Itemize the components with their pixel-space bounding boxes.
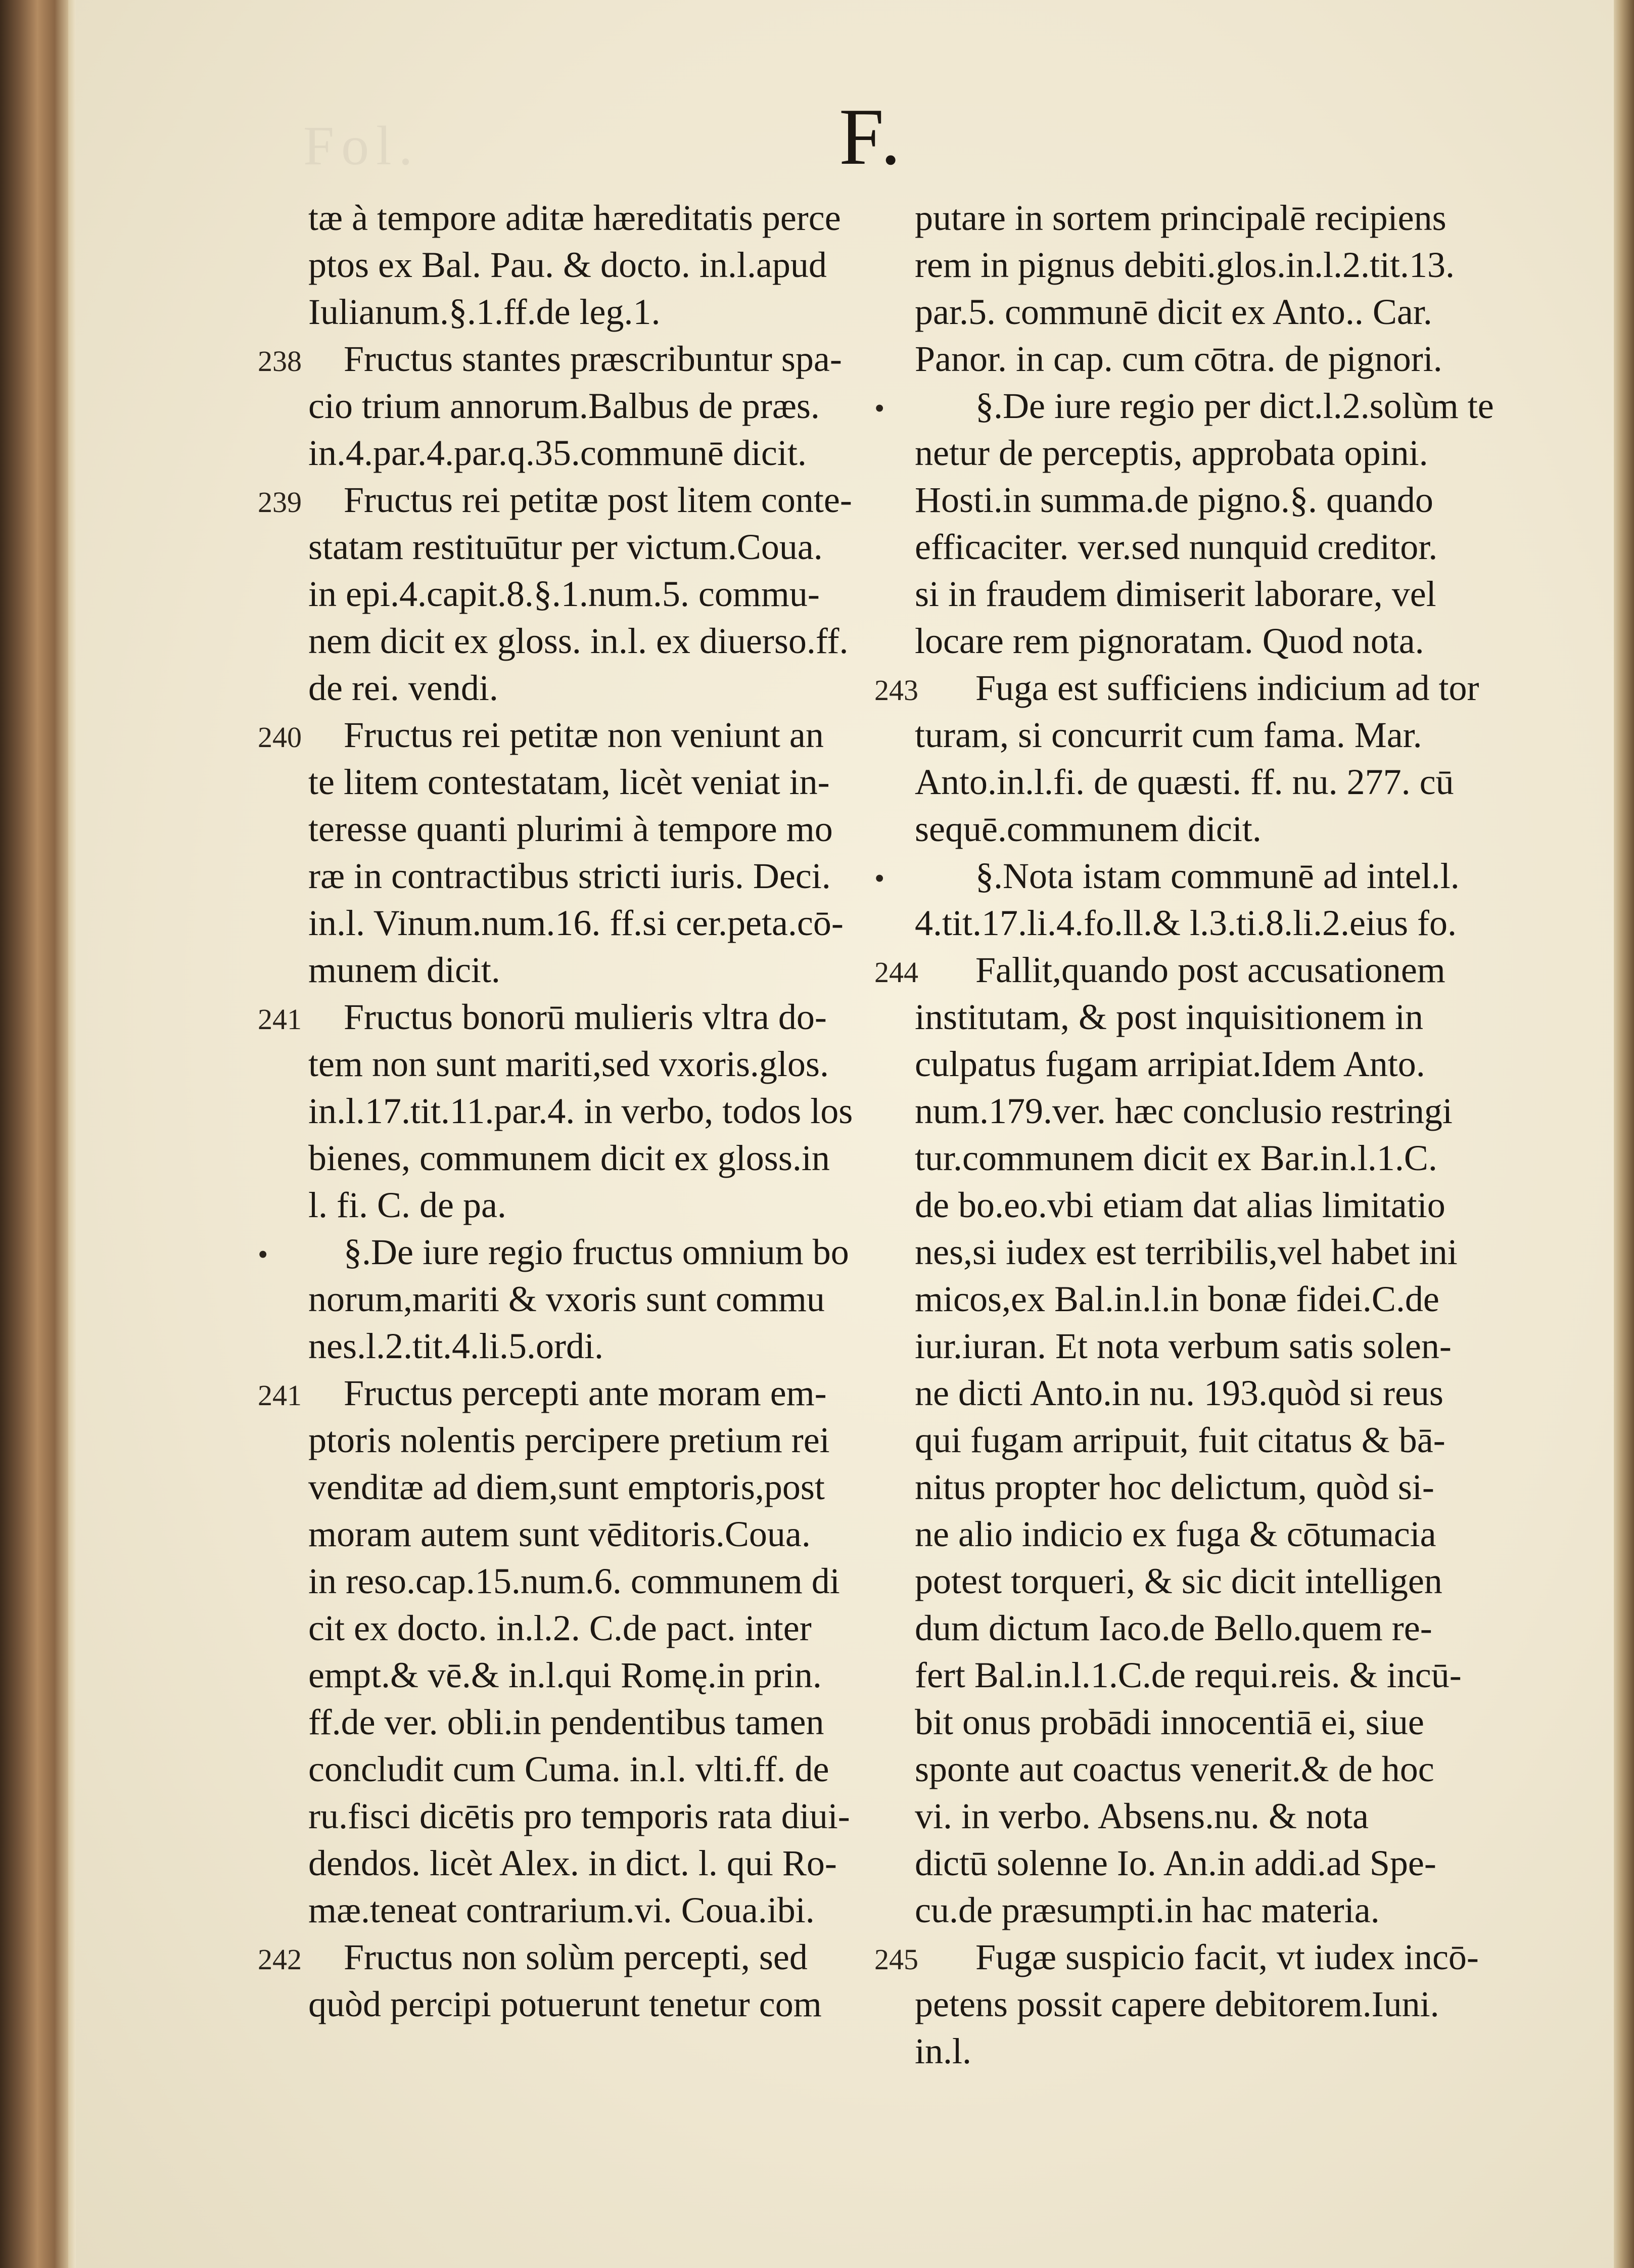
entry-number-marker: 242 — [258, 1943, 302, 1976]
text-line: ne alio indicio ex fuga & cōtumacia — [915, 1514, 1436, 1554]
text-line: de bo.eo.vbi etiam dat alias limitatio — [915, 1185, 1445, 1225]
text-line: in.l. Vinum.num.16. ff.si cer.peta.cō- — [308, 903, 844, 943]
text-line: ff.de ver. obli.in pendentibus tamen — [308, 1702, 824, 1742]
entry-number-marker: 238 — [258, 345, 302, 378]
text-line: teresse quanti plurimi à tempore mo — [308, 809, 833, 849]
text-line: par.5. communē dicit ex Anto.. Car. — [915, 292, 1432, 332]
text-line: Fructus non solùm percepti, sed — [344, 1937, 808, 1977]
text-line: si in fraudem dimiserit laborare, vel — [915, 574, 1436, 614]
text-line: dum dictum Iaco.de Bello.quem re- — [915, 1608, 1432, 1648]
text-line: Fugæ suspicio facit, vt iudex incō- — [975, 1937, 1479, 1977]
text-line: ru.fisci dicētis pro temporis rata diui- — [308, 1796, 850, 1836]
text-line: venditæ ad diem,sunt emptoris,post — [308, 1467, 825, 1507]
text-line: in.l. — [915, 2031, 972, 2071]
text-line: in.l.17.tit.11.par.4. in verbo, todos los — [308, 1091, 853, 1131]
text-line: in epi.4.capit.8.§.1.num.5. commu- — [308, 574, 820, 614]
text-line: nes.l.2.tit.4.li.5.ordi. — [308, 1326, 603, 1366]
text-line: statam restituūtur per victum.Coua. — [308, 527, 823, 567]
text-line: dictū solenne Io. An.in addi.ad Spe- — [915, 1843, 1436, 1883]
show-through-folio: Fol. — [303, 115, 420, 176]
book-spine — [0, 0, 68, 2268]
text-line: Hosti.in summa.de pigno.§. quando — [915, 480, 1433, 520]
text-line: nitus propter hoc delictum, quòd si- — [915, 1467, 1434, 1507]
text-line: cio trium annorum.Balbus de præs. — [308, 386, 820, 426]
text-line: potest torqueri, & sic dicit intelligen — [915, 1561, 1442, 1601]
text-line: cu.de præsumpti.in hac materia. — [915, 1890, 1380, 1930]
text-line: te litem contestatam, licèt veniat in- — [308, 762, 830, 802]
text-line: locare rem pignoratam. Quod nota. — [915, 621, 1424, 661]
text-line: concludit cum Cuma. in.l. vlti.ff. de — [308, 1749, 829, 1789]
text-line: Fructus rei petitæ post litem conte- — [344, 480, 852, 520]
text-line: §.Nota istam communē ad intel.l. — [975, 856, 1460, 896]
entry-number-marker: • — [874, 392, 885, 425]
text-line: de rei. vendi. — [308, 668, 498, 708]
text-line: moram autem sunt vēditoris.Coua. — [308, 1514, 811, 1554]
text-line: tæ à tempore aditæ hæreditatis perce — [308, 198, 841, 238]
text-line: tem non sunt mariti,sed vxoris.glos. — [308, 1044, 829, 1084]
text-line: munem dicit. — [308, 950, 500, 990]
text-line: Fuga est sufficiens indicium ad tor — [975, 668, 1479, 708]
text-line: quòd percipi potuerunt tenetur com — [308, 1984, 822, 2024]
text-line: Fructus stantes præscribuntur spa- — [344, 339, 842, 379]
signature-header: F. — [839, 91, 904, 181]
text-line: culpatus fugam arripiat.Idem Anto. — [915, 1044, 1425, 1084]
text-line: empt.& vē.& in.l.qui Romę.in prin. — [308, 1655, 822, 1695]
text-line: ptoris nolentis percipere pretium rei — [308, 1420, 830, 1460]
text-line: vi. in verbo. Absens.nu. & nota — [915, 1796, 1369, 1836]
text-line: §.De iure regio per dict.l.2.solùm te — [975, 386, 1494, 426]
text-line: Fructus rei petitæ non veniunt an — [344, 715, 824, 755]
entry-number-marker: 240 — [258, 721, 302, 754]
entry-number-marker: 245 — [874, 1943, 918, 1976]
text-line: sponte aut coactus venerit.& de hoc — [915, 1749, 1434, 1789]
text-line: iur.iuran. Et nota verbum satis solen- — [915, 1326, 1452, 1366]
text-line: l. fi. C. de pa. — [308, 1185, 506, 1225]
text-line: 4.tit.17.li.4.fo.ll.& l.3.ti.8.li.2.eius fo. — [915, 903, 1457, 943]
text-line: netur de perceptis, approbata opini. — [915, 433, 1428, 473]
text-line: §.De iure regio fructus omnium bo — [344, 1232, 849, 1272]
text-line: in reso.cap.15.num.6. communem di — [308, 1561, 840, 1601]
text-line: num.179.ver. hæc conclusio restringi — [915, 1091, 1453, 1131]
entry-number-marker: • — [874, 862, 885, 895]
text-line: micos,ex Bal.in.l.in bonæ fidei.C.de — [915, 1279, 1439, 1319]
text-line: efficaciter. ver.sed nunquid creditor. — [915, 527, 1438, 567]
text-line: Fructus bonorū mulieris vltra do- — [344, 997, 827, 1037]
text-line: putare in sortem principalē recipiens — [915, 198, 1446, 238]
text-line: fert Bal.in.l.1.C.de requi.reis. & incū- — [915, 1655, 1462, 1695]
text-line: mæ.teneat contrarium.vi. Coua.ibi. — [308, 1890, 815, 1930]
entry-number-marker: 241 — [258, 1379, 302, 1412]
text-line: petens possit capere debitorem.Iuni. — [915, 1984, 1439, 2024]
text-line: nem dicit ex gloss. in.l. ex diuerso.ff. — [308, 621, 849, 661]
entry-number-marker: • — [258, 1238, 268, 1271]
text-line: dendos. licèt Alex. in dict. l. qui Ro- — [308, 1843, 837, 1883]
text-line: bienes, communem dicit ex gloss.in — [308, 1138, 830, 1178]
text-line: nes,si iudex est terribilis,vel habet ini — [915, 1232, 1458, 1272]
text-line: qui fugam arripuit, fuit citatus & bā- — [915, 1420, 1445, 1460]
text-line: Iulianum.§.1.ff.de leg.1. — [308, 292, 661, 332]
text-line: institutam, & post inquisitionem in — [915, 997, 1424, 1037]
entry-number-marker: 243 — [874, 674, 918, 707]
text-line: ptos ex Bal. Pau. & docto. in.l.apud — [308, 245, 827, 285]
text-line: sequē.communem dicit. — [915, 809, 1262, 849]
text-line: Anto.in.l.fi. de quæsti. ff. nu. 277. cū — [915, 762, 1454, 802]
entry-number-marker: 244 — [874, 956, 918, 989]
text-line: Fructus percepti ante moram em- — [344, 1373, 827, 1413]
entry-number-marker: 241 — [258, 1003, 302, 1036]
text-line: norum,mariti & vxoris sunt commu — [308, 1279, 825, 1319]
text-line: turam, si concurrit cum fama. Mar. — [915, 715, 1422, 755]
text-line: bit onus probādi innocentiā ei, siue — [915, 1702, 1424, 1742]
page-fore-edge — [1614, 0, 1634, 2268]
text-line: Panor. in cap. cum cōtra. de pignori. — [915, 339, 1442, 379]
text-line: tur.communem dicit ex Bar.in.l.1.C. — [915, 1138, 1437, 1178]
text-line: rem in pignus debiti.glos.in.l.2.tit.13. — [915, 245, 1455, 285]
entry-number-marker: 239 — [258, 486, 302, 519]
text-line: cit ex docto. in.l.2. C.de pact. inter — [308, 1608, 812, 1648]
text-line: in.4.par.4.par.q.35.communē dicit. — [308, 433, 807, 473]
text-line: ræ in contractibus stricti iuris. Deci. — [308, 856, 831, 896]
text-line: Fallit,quando post accusationem — [975, 950, 1445, 990]
text-line: ne dicti Anto.in nu. 193.quòd si reus — [915, 1373, 1443, 1413]
